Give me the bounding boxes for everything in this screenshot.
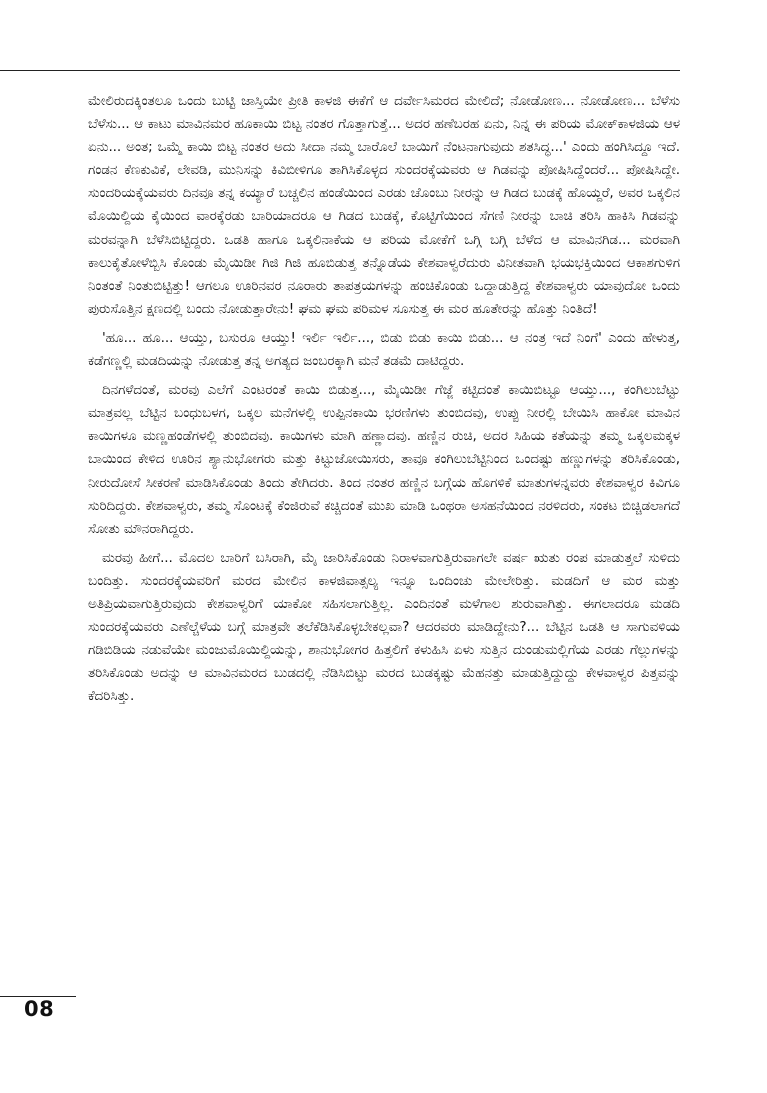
paragraph-1: ಮೇಲಿರುದಕ್ಕಿಂತಲೂ ಒಂದು ಬುಟ್ಟಿ ಜಾಸ್ತಿಯೇ ಪ್ರೀತಿ ಕಾಳಜಿ ಈಕೆಗೆ ಆ ದರ್ವೇಸಿಮರದ ಮೇಲಿದೆ; ನೋಡೋಣ... ನೋಡೋಣ... ಬೆಳೆಸು ಬೆಳೆಸು... ಆ ಕಾಟು ಮಾವಿನಮರ ಹೂಕಾಯಿ ಬಿಟ್ಟ ನಂತರ ಗೊತ್ತಾಗುತ್ತೆ... ಅದರ ಹಣೆಬರಹ ಏನು, ನಿನ್ನ ಈ ಪರಿಯ ಮೋಕ್‌ಕಾಳಜಿಯ ಆಳ ಏನು... ಅಂತ; ಒಮ್ಮೆ ಕಾಯಿ ಬಿಟ್ಟ ನಂತರ ಅದು ಸೀದಾ ನಮ್ಮ ಬಾರೊಲೆ ಬಾಯಿಗೆ ನೆಂಟನಾಗುವುದು ಶತಸಿದ್ಧ...' ಎಂದು ಹಂಗಿಸಿದ್ದೂ ಇದೆ. ಗಂಡನ ಕೆಣಕುವಿಕೆ, ಲೇವಡಿ, ಮುನಿಸನ್ನು ಕಿವಿಬೀಳಿಗೂ ತಾಗಿಸಿಕೊಳ್ಳದ ಸುಂದರಕ್ಕೆಯವರು ಆ ಗಿಡವನ್ನು ಪೋಷಿಸಿದ್ದೆಂದರೆ... ಪೋಷಿಸಿದ್ದೇ. ಸುಂದರಿಯಕ್ಕೆಯವರು ದಿನವೂ ತನ್ನ ಕಯ್ಯಾರೆ ಬಚ್ಚಲಿನ ಹಂಡೆಯಿಂದ ಎರಡು ಚೊಂಬು ನೀರನ್ನು ಆ ಗಿಡದ ಬುಡಕ್ಕೆ ಹೊಯ್ದರೆ, ಅವರ ಒಕ್ಕಲಿನ ಮೊಯಿಲ್ದಿಯ ಕೈಯಿಂದ ವಾರಕ್ಕೆರಡು ಬಾರಿಯಾದರೂ ಆ ಗಿಡದ ಬುಡಕ್ಕೆ, ಕೊಟ್ಟಿಗೆಯಿಂದ ಸೆಗಣಿ ನೀರನ್ನು ಬಾಚಿ ತರಿಸಿ ಹಾಕಿಸಿ ಗಿಡವನ್ನು ಮರವನ್ನಾಗಿ ಬೆಳೆಸಿಬಿಟ್ಟಿದ್ದರು. ಒಡತಿ ಹಾಗೂ ಒಕ್ಕಲಿನಾಕೆಯ ಆ ಪರಿಯ ಮೋಕೆಗೆ ಒಗ್ಗಿ ಬಗ್ಗಿ ಬೆಳೆದ ಆ ಮಾವಿನಗಿಡ... ಮರವಾಗಿ ಕಾಲುಕೈತೋಳೆಬ್ಬಿಸಿ ಕೊಂಡು ಮೈಯಿಡೀ ಗಿಜಿ ಗಿಜಿ ಹೂಬಿಡುತ್ತ ತನ್ನೊಡೆಯ ಕೇಶವಾಳ್ವರೆದುರು ವಿನೀತವಾಗಿ ಭಯಭಕ್ತಿಯಿಂದ ಆಕಾಶಗುಳಿಗ ನಿಂತಂತೆ ನಿಂತುಬಿಟ್ಟಿತ್ತು! ಆಗಲೂ ಊರಿನವರ ನೂರಾರು ತಾಪತ್ರಯಗಳನ್ನು ಹಂಚಿಕೊಂಡು ಒದ್ದಾಡುತ್ತಿದ್ದ ಕೇಶವಾಳ್ವರು ಯಾವುದೋ ಒಂದು ಪುರುಸೊತ್ತಿನ ಕ್ಷಣದಲ್ಲಿ ಬಂದು ನೋಡುತ್ತಾರೇನು! ಘಮ ಘಮ ಪರಿಮಳ ಸೂಸುತ್ತ ಈ ಮರ ಹೂತೇರನ್ನು ಹೊತ್ತು ನಿಂತಿದೆ! [88,93,680,317]
header-rule [0,70,680,71]
paragraph-3: ದಿನಗಳೆದಂತೆ, ಮರವು ಎಲೆಗೆ ಎಂಟರಂತೆ ಕಾಯಿ ಬಿಡುತ್ತ..., ಮೈಯಿಡೀ ಗೆಜ್ಜೆ ಕಟ್ಟಿದಂತೆ ಕಾಯಿಬಿಟ್ಟೂ ಆಯ್ತು..., ಕಂಗಿಲುಬೆಟ್ಟು ಮಾತ್ರವಲ್ಲ ಬೆಟ್ಟಿನ ಬಂಧುಬಳಗ, ಒಕ್ಕಲ ಮನೆಗಳಲ್ಲಿ ಉಪ್ಪಿನಕಾಯಿ ಭರಣಿಗಳು ತುಂಬಿದವು, ಉಪ್ಪು ನೀರಲ್ಲಿ ಬೇಯಿಸಿ ಹಾಕೋ ಮಾವಿನ ಕಾಯಿಗಳೂ ಮಣ್ಣಹಂಡೆಗಳಲ್ಲಿ ತುಂಬಿದವು. ಕಾಯಿಗಳು ಮಾಗಿ ಹಣ್ಣಾದವು. ಹಣ್ಣಿನ ರುಚಿ, ಅದರ ಸಿಹಿಯ ಕತೆಯನ್ನು ತಮ್ಮ ಒಕ್ಕಲಮಕ್ಕಳ ಬಾಯಿಂದ ಕೇಳಿದ ಊರಿನ ಶ್ಯಾನುಭೋಗರು ಮತ್ತು ಕಿಟ್ಟುಜೋಯಿಸರು, ತಾವೂ ಕಂಗಿಲುಬೆಟ್ಟಿನಿಂದ ಒಂದಷ್ಟು ಹಣ್ಣುಗಳನ್ನು ತರಿಸಿಕೊಂಡು, ನೀರುದೋಸೆ ಸೀಕರಣೆ ಮಾಡಿಸಿಕೊಂಡು ತಿಂದು ತೇಗಿದರು. ತಿಂದ ನಂತರ ಹಣ್ಣಿನ ಬಗ್ಗೆಯ ಹೊಗಳಿಕೆ ಮಾತುಗಳನ್ನವರು ಕೇಶವಾಳ್ವರ ಕಿವಿಗೂ ಸುರಿದಿದ್ದರು. ಕೇಶವಾಳ್ವರು, ತಮ್ಮ ಸೊಂಟಕ್ಕೆ ಕೆಂಜಿರುವೆ ಕಚ್ಚಿದಂತೆ ಮುಖ ಮಾಡಿ ಒಂಥರಾ ಅಸಹನೆಯಿಂದ ನರಳಿದರು, ಸಂಕಟ ಬಿಚ್ಚಿಡಲಾಗದೆ ಸೋತು ಮೌನರಾಗಿದ್ದರು. [88,382,680,537]
page-number: 08 [24,997,55,1021]
paragraph-2: 'ಹೂ... ಹೂ... ಆಯ್ತು, ಬಸುರೂ ಆಯ್ತು! ಇರ್ಲಿ ಇರ್ಲಿ..., ಬಿಡು ಬಿಡು ಕಾಯಿ ಬಿಡು... ಆ ನಂತ್ರ ಇದೆ ನಿಂಗೆ' ಎಂದು ಹೇಳುತ್ತ, ಕಡೆಗಣ್ಣಲ್ಲಿ ಮಡದಿಯನ್ನು ನೋಡುತ್ತ ತನ್ನ ಅಗತ್ಯದ ಜಂಬರಕ್ಕಾಗಿ ಮನೆ ತಡಮೆ ದಾಟಿದ್ದರು. [88,329,680,370]
paragraph-4: ಮರವು ಹೀಗೆ... ಮೊದಲ ಬಾರಿಗೆ ಬಸಿರಾಗಿ, ಮೈ ಜಾರಿಸಿಕೊಂಡು ನಿರಾಳವಾಗುತ್ತಿರುವಾಗಲೇ ವರ್ಷ ಋತು ರಂಪ ಮಾಡುತ್ತಲೆ ಸುಳಿದು ಬಂದಿತ್ತು. ಸುಂದರಕ್ಕೆಯವರಿಗೆ ಮರದ ಮೇಲಿನ ಕಾಳಜಿವಾತ್ಸಲ್ಯ ಇನ್ನೂ ಒಂದಿಂಚು ಮೇಲೇರಿತ್ತು. ಮಡದಿಗೆ ಆ ಮರ ಮತ್ತು ಅತಿಪ್ರಿಯವಾಗುತ್ತಿರುವುದು ಕೇಶವಾಳ್ವರಿಗೆ ಯಾಕೋ ಸಹಿಸಲಾಗುತ್ತಿಲ್ಲ. ಎಂದಿನಂತೆ ಮಳೆಗಾಲ ಶುರುವಾಗಿತ್ತು. ಈಗಲಾದರೂ ಮಡದಿ ಸುಂದರಕ್ಕೆಯವರು ಎಣೆಲ್ಚೆಳೆಯ ಬಗ್ಗೆ ಮಾತ್ರವೇ ತಲೆಕೆಡಿಸಿಕೊಳ್ಳಬೇಕಲ್ಲವಾ? ಆದರವರು ಮಾಡಿದ್ದೇನು?... ಬೆಟ್ಟಿನ ಒಡತಿ ಆ ಸಾಗುವಳಿಯ ಗಡಿಬಿಡಿಯ ನಡುವೆಯೇ ಮಂಜುಮೊಯಿಲ್ದಿಯನ್ನು, ಶಾನುಭೋಗರ ಹಿತ್ತಲಿಗೆ ಕಳುಹಿಸಿ ಏಳು ಸುತ್ತಿನ ದುಂಡುಮಲ್ಲಿಗೆಯ ಎರಡು ಗೆಲ್ಲುಗಳನ್ನು ತರಿಸಿಕೊಂಡು ಅದನ್ನು ಆ ಮಾವಿನಮರದ ಬುಡದಲ್ಲಿ ನೆಡಿಸಿಬಿಟ್ಟು ಮರದ ಬುಡಕ್ಕಷ್ಟು ಮೆಹನತ್ತು ಮಾಡುತ್ತಿದ್ದುದ್ದು ಕೇಳವಾಳ್ವರ ಪಿತ್ತವನ್ನು ಕೆದರಿಸಿತ್ತು. [88,549,680,705]
page-body [88,90,680,714]
